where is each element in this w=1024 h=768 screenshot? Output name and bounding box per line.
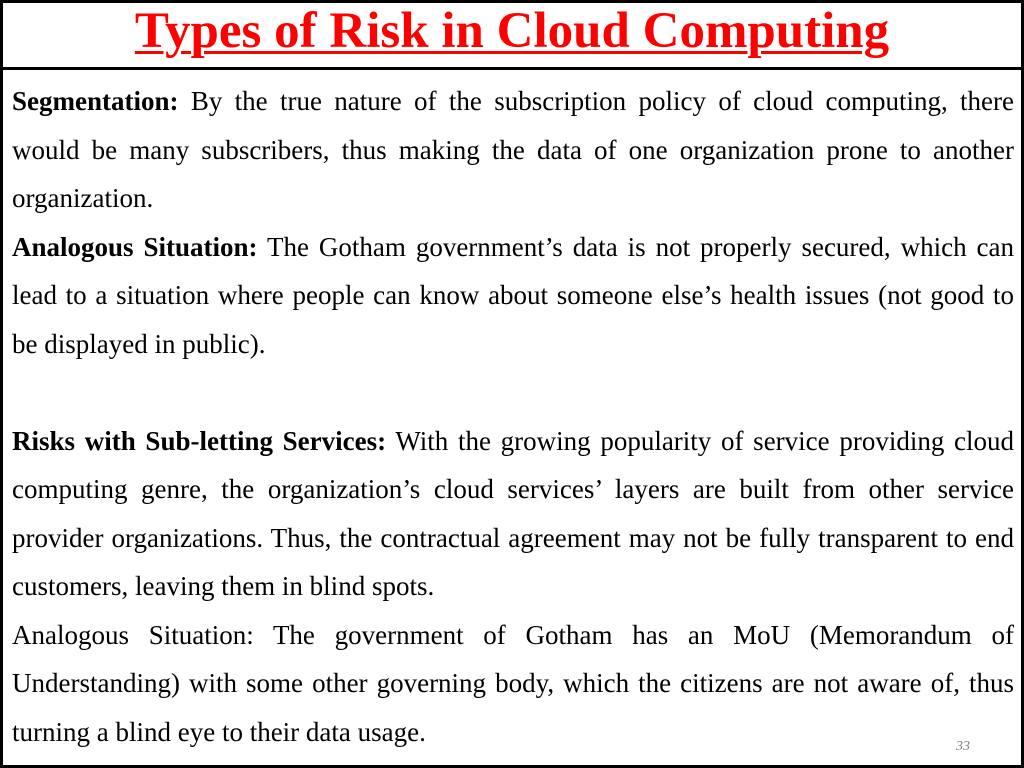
slide-title: Types of Risk in Cloud Computing: [134, 2, 890, 59]
paragraph-lead: Segmentation:: [12, 86, 179, 116]
paragraph-text: By the true nature of the subscription policy of cloud computing, there would be many subscribers, thus making the data of one organization prone to another organization.: [12, 86, 1014, 213]
slide-body: [12, 77, 1014, 756]
page-number: 33: [956, 739, 970, 754]
paragraph-text: Analogous Situation: The government of Gotham has an MoU (Memorandum of Understanding) with some other governing body, which the citizens are not aware of, thus turning a blind eye to their data usage.: [12, 619, 1014, 747]
paragraph-analogous-situation-2: [12, 611, 1014, 757]
title-bar: [3, 3, 1021, 70]
paragraph-sub-letting-risks: [12, 417, 1014, 611]
paragraph-spacer: [12, 368, 1014, 417]
paragraph-segmentation: [12, 77, 1014, 223]
paragraph-text: The Gotham government’s data is not properly secured, which can lead to a situation where people can know about someone else’s health issues (not good to be displayed in public).: [12, 231, 1014, 359]
paragraph-text: With the growing popularity of service providing cloud computing genre, the organization’s cloud services’ layers are built from other service provider organizations. Thus, the contractual agreement may not be fully transparent to end customers, leaving them in blind spots.: [12, 425, 1015, 601]
paragraph-lead: Risks with Sub-letting Services:: [12, 425, 387, 456]
paragraph-analogous-situation-1: [12, 223, 1014, 369]
paragraph-lead: Analogous Situation:: [12, 231, 258, 262]
